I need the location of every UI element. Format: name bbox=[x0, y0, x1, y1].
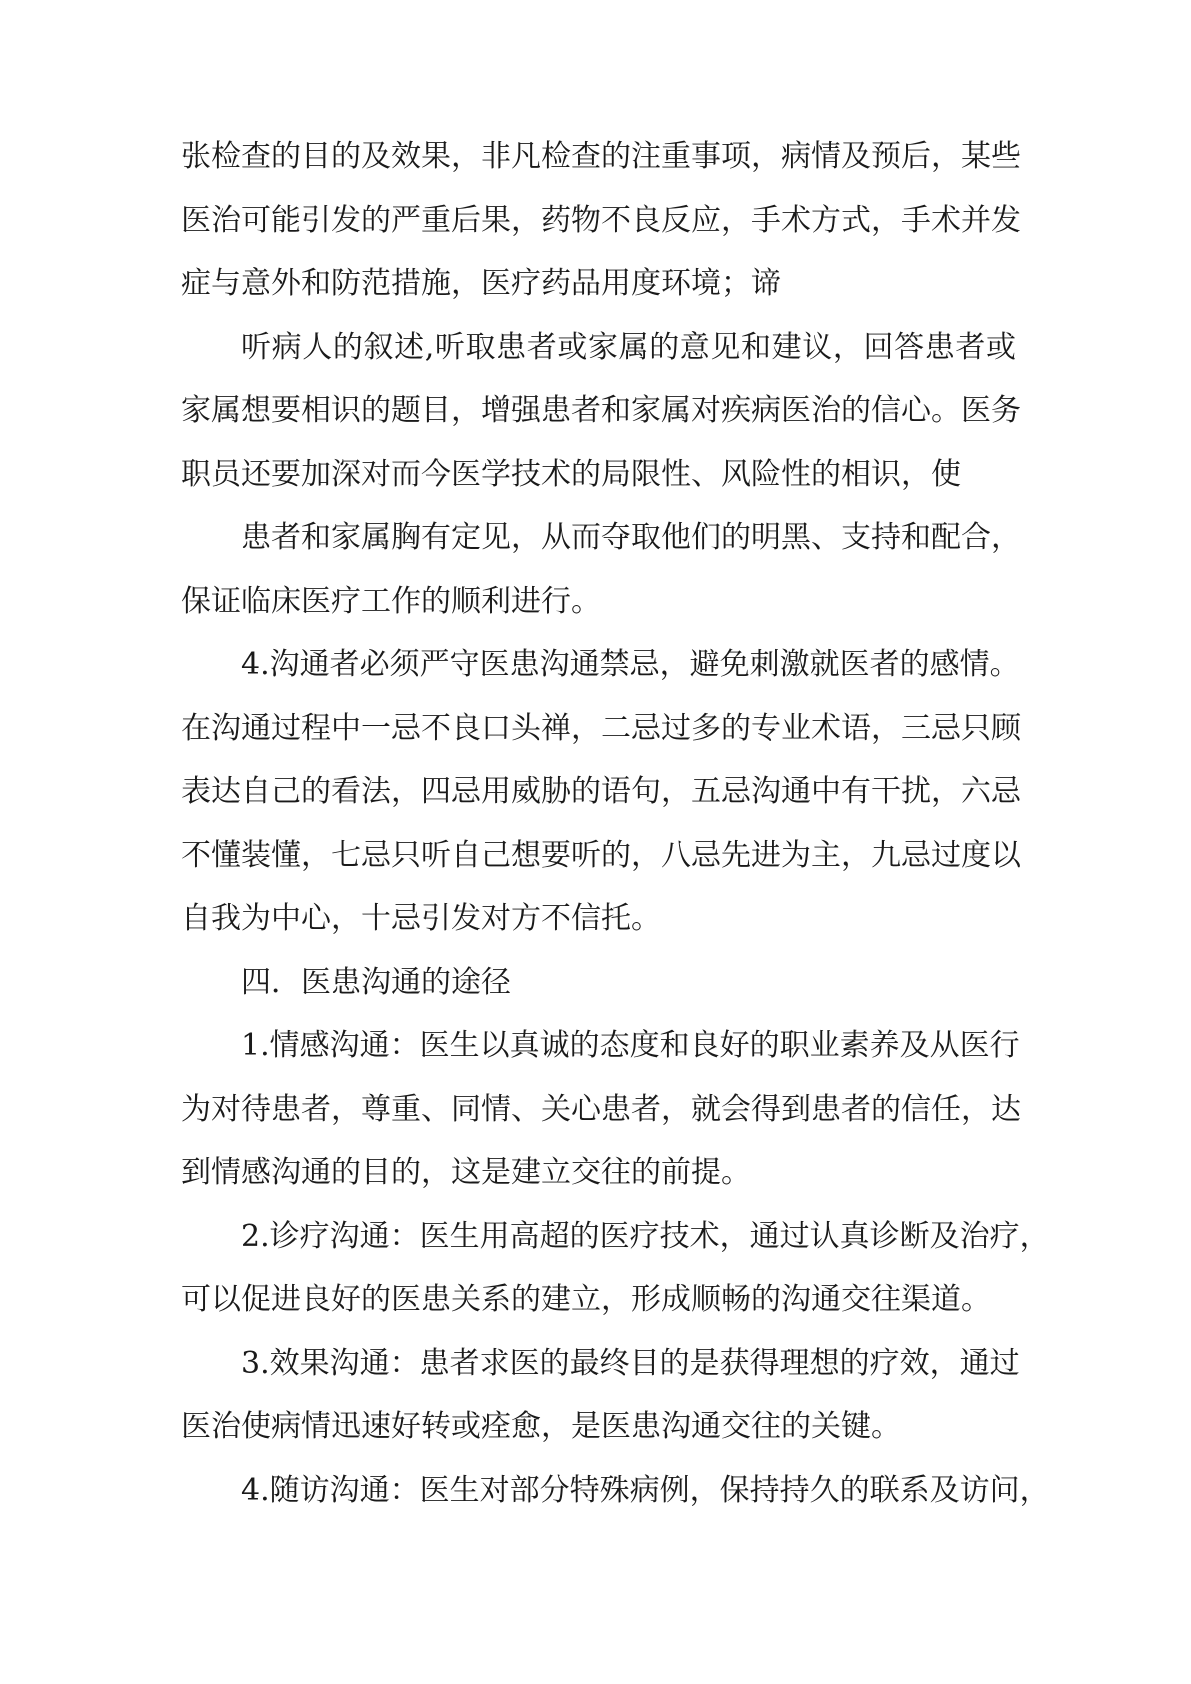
text-line: 患者和家属胸有定见，从而夺取他们的明黑、支持和配合， bbox=[241, 520, 1021, 555]
text-line: 医治可能引发的严重后果，药物不良反应，手术方式，手术并发 bbox=[181, 202, 1021, 238]
text-line: 家属想要相识的题目，增强患者和家属对疾病医治的信心。医务 bbox=[181, 393, 1021, 428]
text-line: 在沟通过程中一忌不良口头禅，二忌过多的专业术语，三忌只顾 bbox=[181, 710, 1021, 746]
text-line: 可以促进良好的医患关系的建立，形成顺畅的沟通交往渠道。 bbox=[181, 1282, 991, 1317]
text-line: 表达自己的看法，四忌用威胁的语句，五忌沟通中有干扰，六忌 bbox=[181, 774, 1021, 809]
text-line: 张检查的目的及效果，非凡检查的注重事项，病情及预后，某些 bbox=[181, 139, 1021, 174]
text-line: 3.效果沟通：患者求医的最终目的是获得理想的疗效，通过 bbox=[241, 1345, 1020, 1381]
text-line: 到情感沟通的目的，这是建立交往的前提。 bbox=[181, 1155, 751, 1190]
text-line: 为对待患者，尊重、同情、关心患者，就会得到患者的信任，达 bbox=[181, 1091, 1021, 1127]
text-line: 4.随访沟通：医生对部分特殊病例，保持持久的联系及访问， bbox=[241, 1472, 1050, 1508]
text-line: 听病人的叙述,听取患者或家属的意见和建议，回答患者或 bbox=[241, 329, 1016, 365]
text-line: 保证临床医疗工作的顺利进行。 bbox=[181, 583, 601, 619]
text-line: 医治使病情迅速好转或痊愈，是医患沟通交往的关键。 bbox=[181, 1409, 901, 1444]
text-line: 症与意外和防范措施，医疗药品用度环境；谛 bbox=[181, 266, 781, 301]
text-line: 不懂装懂，七忌只听自己想要听的，八忌先进为主，九忌过度以 bbox=[181, 837, 1021, 873]
text-line: 四．医患沟通的途径 bbox=[241, 964, 511, 1000]
body-text bbox=[181, 125, 1050, 1522]
text-line: 1.情感沟通：医生以真诚的态度和良好的职业素养及从医行 bbox=[241, 1028, 1020, 1063]
text-line: 职员还要加深对而今医学技术的局限性、风险性的相识，使 bbox=[181, 456, 961, 492]
text-line: 4.沟通者必须严守医患沟通禁忌，避免刺激就医者的感情。 bbox=[241, 647, 1020, 682]
text-line: 2.诊疗沟通：医生用高超的医疗技术，通过认真诊断及治疗， bbox=[241, 1218, 1050, 1254]
text-line: 自我为中心，十忌引发对方不信托。 bbox=[181, 901, 661, 936]
